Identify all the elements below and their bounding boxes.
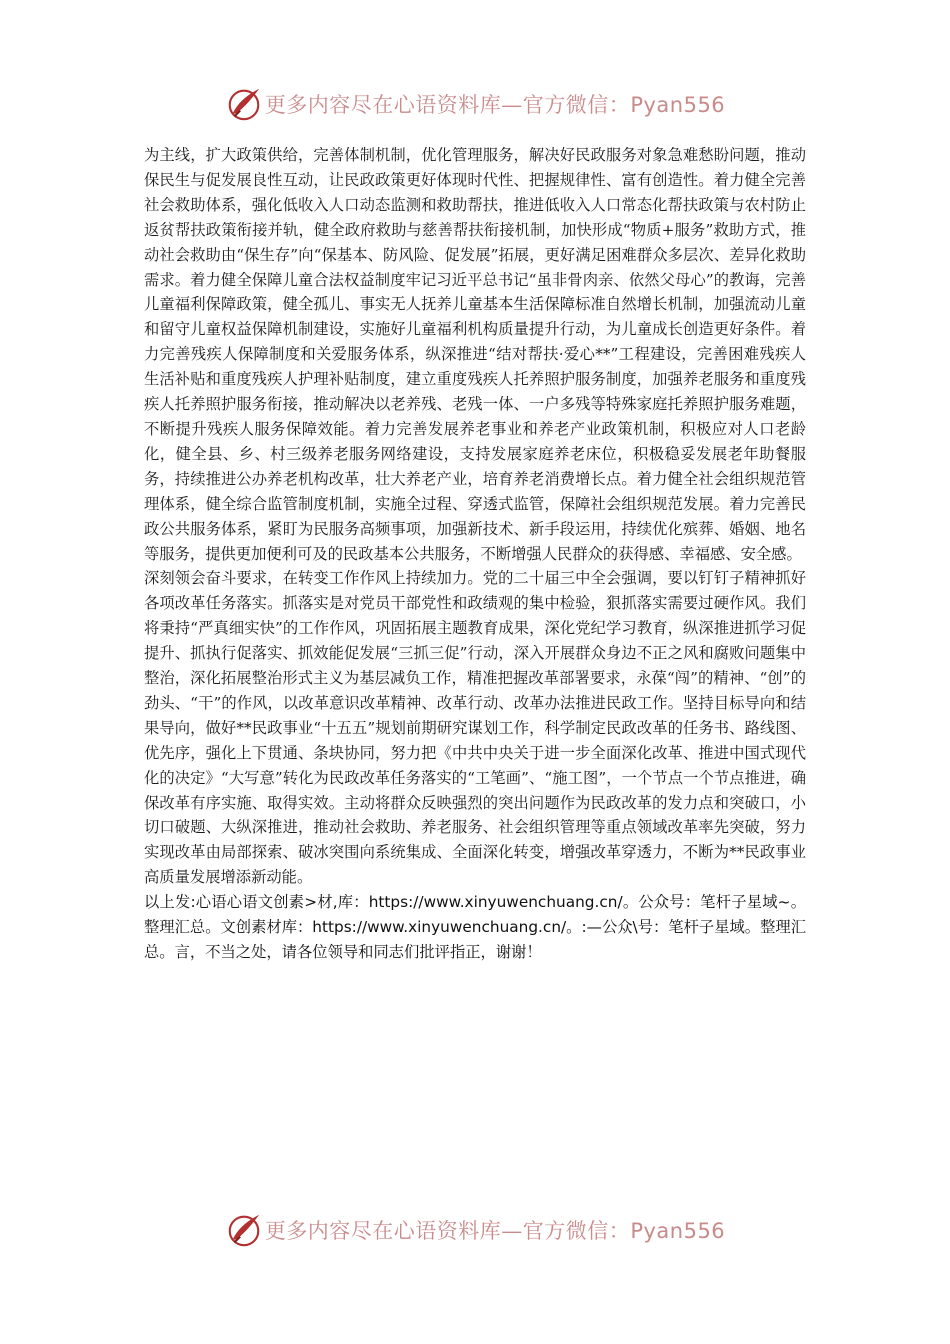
source-note-paragraph: 以上发:心语心语文创素>材,库：https://www.xinyuwenchuang.cn/。公众号：笔杆子星域~。整理汇总。文创素材库：https://www.xinyuwenchuang.cn/。:—公众\号：笔杆子星域。整理汇总。言，不当之处，请各位领导和同志们批评指正，谢谢！ bbox=[144, 893, 806, 962]
body-paragraph-1: 为主线，扩大政策供给，完善体制机制，优化管理服务，解决好民政服务对象急难愁盼问题，推动保民生与促发展良性互动，让民政政策更好体现时代性、把握规律性、富有创造性。着力健全完善社会救助体系，强化低收入人口动态监测和救助帮扶，推进低收入人口常态化帮扶政策与农村防止返贫帮扶政策衔接并轨，健全政府救助与慈善帮扶衔接机制，加快形成“物质+服务”救助方式，推动社会救助由“保生存”向“保基本、防风险、促发展”拓展，更好满足困难群众多层次、差异化救助需求。着力健全保障儿童合法权益制度牢记习近平总书记“虽非骨肉亲、依然父母心”的教诲，完善儿童福利保障政策，健全孤儿、事实无人抚养儿童基本生活保障标准自然增长机制，加强流动儿童和留守儿童权益保障机制建设，实施好儿童福利机构质量提升行动，为儿童成长创造更好条件。着力完善残疾人保障制度和关爱服务体系，纵深推进“结对帮扶·爱心**”工程建设，完善困难残疾人生活补贴和重度残疾人护理补贴制度，建立重度残疾人托养照护服务制度，加强养老服务和重度残疾人托养照护服务衔接，推动解决以老养残、老残一体、一户多残等特殊家庭托养照护服务难题，不断提升残疾人服务保障效能。着力完善发展养老事业和养老产业政策机制，积极应对人口老龄化，健全县、乡、村三级养老服务网络建设，支持发展家庭养老床位，积极稳妥发展老年助餐服务，持续推进公办养老机构改革，壮大养老产业，培育养老消费增长点。着力健全社会组织规范管理体系，健全综合监管制度机制，实施全过程、穿透式监管，保障社会组织规范发展。着力完善民政公共服务体系，紧盯为民服务高频事项，加强新技术、新手段运用，持续优化殡葬、婚姻、地名等服务，提供更加便利可及的民政基本公共服务，不断增强人民群众的获得感、幸福感、安全感。 bbox=[144, 146, 806, 563]
banner-text: 更多内容尽在心语资料库—官方微信：Pyan556 bbox=[264, 1219, 726, 1243]
footer-banner bbox=[0, 1208, 950, 1252]
header-banner bbox=[0, 82, 950, 126]
pen-circle-logo-icon bbox=[225, 1211, 263, 1249]
body-paragraph-2: 深刻领会奋斗要求，在转变工作作风上持续加力。党的二十届三中全会强调，要以钉钉子精神抓好各项改革任务落实。抓落实是对党员干部党性和政绩观的集中检验，狠抓落实需要过硬作风。我们将秉持“严真细实快”的工作作风，巩固拓展主题教育成果，深化党纪学习教育，纵深推进抓学习促提升、抓执行促落实、抓效能促发展“三抓三促”行动，深入开展群众身边不正之风和腐败问题集中整治，深化拓展整治形式主义为基层减负工作，精准把握改革部署要求，永葆“闯”的精神、“创”的劲头、“干”的作风，以改革意识改革精神、改革行动、改革办法推进民政工作。坚持目标导向和结果导向，做好**民政事业“十五五”规划前期研究谋划工作，科学制定民政改革的任务书、路线图、优先序，强化上下贯通、条块协同，努力把《中共中央关于进一步全面深化改革、推进中国式现代化的决定》“大写意”转化为民政改革任务落实的“工笔画”、“施工图”，一个节点一个节点推进，确保改革有序实施、取得实效。主动将群众反映强烈的突出问题作为民政改革的发力点和突破口，小切口破题、大纵深推进，推动社会救助、养老服务、社会组织管理等重点领域改革率先突破，努力实现改革由局部探索、破冰突围向系统集成、全面深化转变，增强改革穿透力，不断为**民政事业高质量发展增添新动能。 bbox=[144, 569, 806, 887]
banner-account: Pyan556 bbox=[630, 93, 726, 117]
pen-circle-logo-icon bbox=[225, 85, 263, 123]
document-body bbox=[144, 143, 806, 965]
banner-text: 更多内容尽在心语资料库—官方微信：Pyan556 bbox=[264, 93, 726, 117]
banner-account: Pyan556 bbox=[630, 1219, 726, 1243]
